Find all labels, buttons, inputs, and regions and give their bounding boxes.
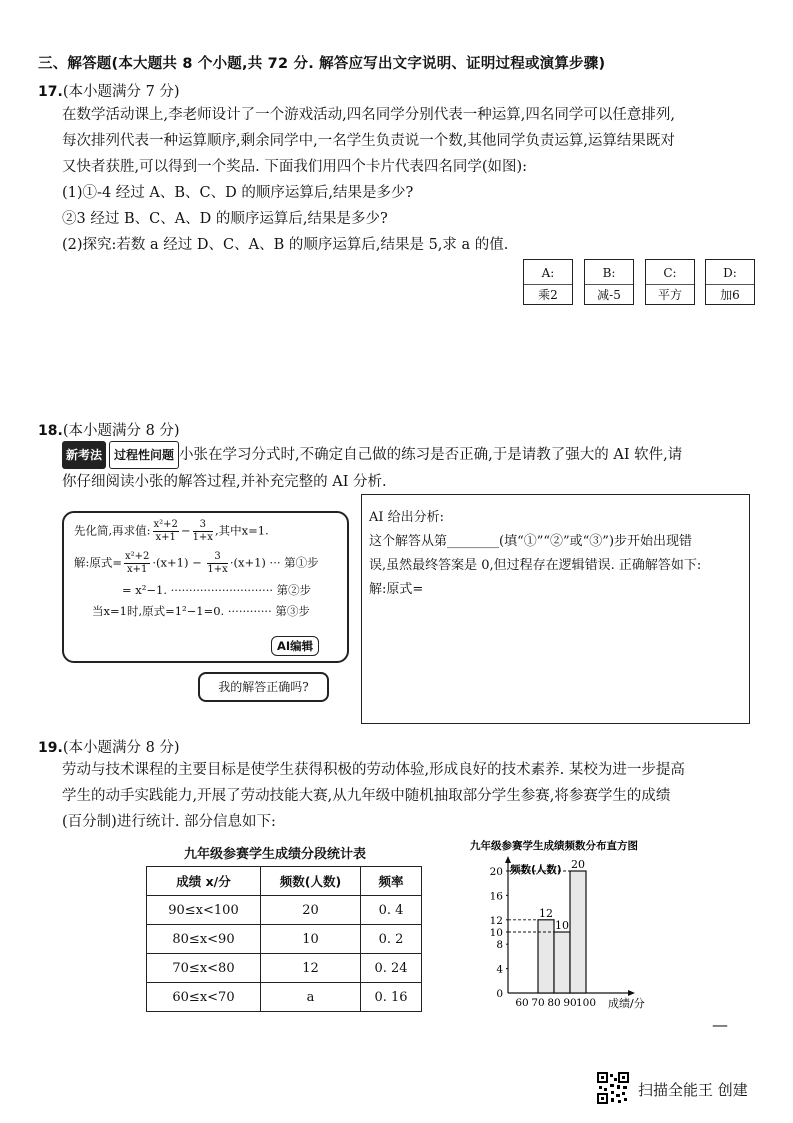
histogram-bar <box>570 871 586 993</box>
q18-score: (本小题满分 8 分) <box>62 423 180 439</box>
y-tick-label: 16 <box>489 890 503 903</box>
ai-title: AI 给出分析: <box>369 510 445 525</box>
table-cell: 80≤x<90 <box>147 925 261 954</box>
fraction <box>124 551 150 576</box>
table-cell: 12 <box>261 954 361 983</box>
table-header-cell: 频率 <box>361 867 422 896</box>
table-cell: 0. 16 <box>361 983 422 1012</box>
y-tick-label: 20 <box>489 866 503 878</box>
table-row <box>147 954 422 983</box>
table-header-cell: 频数(人数) <box>261 867 361 896</box>
solution-middle: ·(x+1) − <box>152 555 206 570</box>
table-cell: 0. 24 <box>361 954 422 983</box>
solution-step-1-end: ·(x+1) ··· 第①步 <box>229 555 319 570</box>
fraction <box>153 519 179 544</box>
q19-intro-line: (百分制)进行统计. 部分信息如下: <box>62 814 276 830</box>
q17-part1a: (1)①-4 经过 A、B、C、D 的顺序运算后,结果是多少? <box>62 185 414 201</box>
fraction <box>193 519 213 544</box>
x-tick-label: 100 <box>575 997 597 1009</box>
bar-value-label: 10 <box>555 919 569 932</box>
fraction-denominator: x+1 <box>155 532 176 543</box>
ai-analysis-text <box>369 506 745 602</box>
card-d <box>705 259 755 305</box>
y-tick-label: 4 <box>496 963 503 976</box>
chart-plot <box>490 856 645 1010</box>
x-axis-label: 成绩/分 <box>608 997 645 1010</box>
process-question-tag: 过程性问题 <box>109 441 179 469</box>
table-row <box>147 896 422 925</box>
page-dash: — <box>712 1015 728 1034</box>
card-label: A: <box>541 266 555 280</box>
q18-intro <box>62 441 762 495</box>
q17-number: 17. <box>38 84 63 100</box>
y-tick-label: 12 <box>489 914 503 927</box>
table-cell: 60≤x<70 <box>147 983 261 1012</box>
table-title: 九年级参赛学生成绩分段统计表 <box>184 847 367 862</box>
card-a <box>523 259 573 305</box>
table-cell: 10 <box>261 925 361 954</box>
card-c <box>645 259 695 305</box>
card-label: B: <box>602 266 616 280</box>
solution-step-1 <box>74 551 319 576</box>
x-axis-arrow-icon <box>628 990 635 996</box>
check-answer-button[interactable]: 我的解答正确吗? <box>198 672 329 702</box>
q18-header <box>38 419 180 440</box>
ai-line: 误,虽然最终答案是 0,但过程存在逻辑错误. 正确解答如下: <box>369 558 702 573</box>
x-tick-label: 90 <box>563 997 577 1009</box>
q19-number: 19. <box>38 740 63 756</box>
card-label: D: <box>723 266 737 280</box>
fraction <box>207 551 227 576</box>
histogram-bar <box>538 920 554 993</box>
q17-score: (本小题满分 7 分) <box>62 84 180 100</box>
q19-intro <box>62 757 772 835</box>
y-tick-label: 8 <box>496 939 503 952</box>
x-tick-label: 70 <box>531 997 545 1009</box>
q17-intro <box>62 102 762 258</box>
fraction-denominator: 1+x <box>192 532 213 543</box>
card-operation: 加6 <box>720 288 740 302</box>
table-row <box>147 983 422 1012</box>
q19-intro-line: 劳动与技术课程的主要目标是使学生获得积极的劳动体验,形成良好的技术素养. 某校为进一步提高 <box>62 762 685 778</box>
y-axis-arrow-icon <box>505 856 511 863</box>
histogram-bar <box>554 932 570 993</box>
fraction-denominator: 1+x <box>207 564 228 575</box>
y-axis-label: 频数(人数) <box>510 864 562 876</box>
q18-intro-line: 你仔细阅读小张的解答过程,并补充完整的 AI 分析. <box>62 474 387 490</box>
table-cell: a <box>261 983 361 1012</box>
q18-intro-line: 小张在学习分式时,不确定自己做的练习是否正确,于是请教了强大的 AI 软件,请 <box>179 447 683 463</box>
q17-intro-line: 又快者获胜,可以得到一个奖品. 下面我们用四个卡片代表四名同学(如图): <box>62 159 528 175</box>
table-cell: 70≤x<80 <box>147 954 261 983</box>
x-tick-label: 80 <box>547 997 561 1009</box>
solution-prefix: 解:原式= <box>74 555 123 570</box>
solution-step-3: 当x=1时,原式=1²−1=0. ············ 第③步 <box>92 604 310 618</box>
table-header-cell: 成绩 x/分 <box>147 867 261 896</box>
q19-score: (本小题满分 8 分) <box>62 740 180 756</box>
table-cell: 20 <box>261 896 361 925</box>
card-b <box>584 259 634 305</box>
ai-edit-button[interactable]: AI编辑 <box>271 636 319 656</box>
ai-line: 这个解答从第________(填“①”“②”或“③”)步开始出现错 <box>369 534 693 549</box>
q17-part2: (2)探究:若数 a 经过 D、C、A、B 的顺序运算后,结果是 5,求 a 的值. <box>62 237 509 253</box>
task-suffix: ,其中x=1. <box>214 523 269 538</box>
card-operation: 平方 <box>657 288 682 302</box>
q17-intro-line: 在数学活动课上,李老师设计了一个游戏活动,四名同学分别代表一种运算,四名同学可以任意排列, <box>62 107 675 123</box>
bar-value-label: 12 <box>539 906 553 920</box>
x-tick-label: 60 <box>515 997 529 1009</box>
minus-sign: − <box>180 523 191 538</box>
q17-intro-line: 每次排列代表一种运算顺序,剩余同学中,一名学生负责说一个数,其他同学负责运算,运算结果既对 <box>62 133 675 149</box>
task-statement <box>74 519 269 544</box>
table-cell: 90≤x<100 <box>147 896 261 925</box>
task-prefix: 先化简,再求值: <box>74 523 151 538</box>
table-cell: 0. 4 <box>361 896 422 925</box>
histogram-chart <box>470 835 700 1020</box>
table-header-row <box>147 867 422 896</box>
solution-step-2: = x²−1. ···························· 第②步 <box>122 583 312 597</box>
fraction-numerator: x²+2 <box>125 551 150 562</box>
grades-table <box>146 866 422 1012</box>
card-label: C: <box>663 266 677 280</box>
q17-part1b: ②3 经过 B、C、A、D 的顺序运算后,结果是多少? <box>62 211 388 227</box>
q19-intro-line: 学生的动手实践能力,开展了劳动技能大赛,从九年级中随机抽取部分学生参赛,将参赛学生的成绩 <box>62 788 671 804</box>
fraction-numerator: x²+2 <box>153 519 178 530</box>
bar-value-label: 20 <box>571 858 585 871</box>
fraction-numerator: 3 <box>193 519 213 532</box>
section-title: 三、解答题(本大题共 8 个小题,共 72 分. 解答应写出文字说明、证明过程或演算步骤) <box>38 56 606 72</box>
card-operation: 乘2 <box>538 288 558 302</box>
fraction-denominator: x+1 <box>127 564 148 575</box>
table-row <box>147 925 422 954</box>
q17-header <box>38 80 180 101</box>
new-exam-tag: 新考法 <box>62 441 106 469</box>
y-tick-label: 10 <box>489 927 503 939</box>
y-tick-label: 0 <box>496 988 503 1000</box>
ai-line: 解:原式= <box>369 582 424 597</box>
table-cell: 0. 2 <box>361 925 422 954</box>
scanner-watermark: 扫描全能王 创建 <box>638 1081 748 1099</box>
qr-code-icon <box>597 1072 629 1104</box>
q18-number: 18. <box>38 423 63 439</box>
q19-header <box>38 736 180 757</box>
chart-title: 九年级参赛学生成绩频数分布直方图 <box>470 840 638 852</box>
fraction-numerator: 3 <box>207 551 227 564</box>
card-operation: 减-5 <box>597 288 621 302</box>
